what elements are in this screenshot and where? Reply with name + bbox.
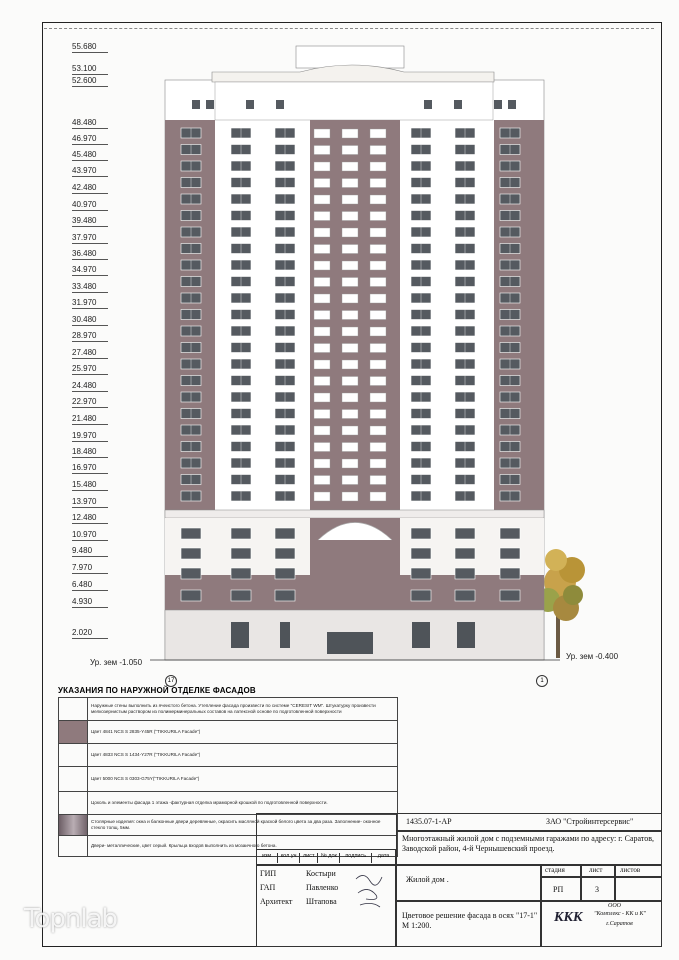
podium-window bbox=[275, 568, 295, 579]
elevation-mark bbox=[72, 431, 108, 442]
elevation-mark bbox=[72, 530, 108, 541]
attic-window bbox=[454, 100, 462, 109]
podium-window bbox=[275, 548, 295, 559]
balcony bbox=[314, 228, 330, 237]
balcony bbox=[370, 162, 386, 171]
podium-window bbox=[455, 590, 475, 601]
elevation-mark bbox=[72, 513, 108, 524]
elevation-mark bbox=[72, 580, 108, 591]
elevation-value: 25.970 bbox=[72, 364, 108, 375]
attic-window bbox=[424, 100, 432, 109]
balcony bbox=[314, 476, 330, 485]
podium-window bbox=[500, 528, 520, 539]
balcony bbox=[314, 129, 330, 138]
revision-header: № док bbox=[318, 853, 340, 863]
balcony bbox=[370, 459, 386, 468]
podium-window bbox=[275, 590, 295, 601]
podium-window bbox=[455, 568, 475, 579]
balcony bbox=[370, 443, 386, 452]
podium-window bbox=[455, 548, 475, 559]
podium-cornice bbox=[165, 510, 544, 518]
name-gip: Костыри bbox=[306, 869, 336, 878]
elevation-mark bbox=[72, 282, 108, 293]
balcony bbox=[370, 377, 386, 386]
ground-level-right: Ур. зем -0.400 bbox=[566, 652, 619, 661]
podium-window bbox=[500, 590, 520, 601]
balcony bbox=[314, 245, 330, 254]
balcony bbox=[314, 311, 330, 320]
balcony bbox=[370, 179, 386, 188]
balcony bbox=[314, 426, 330, 435]
attic-window bbox=[508, 100, 516, 109]
legend-swatch bbox=[59, 744, 88, 767]
elevation-value: 2.020 bbox=[72, 628, 108, 639]
elevation-mark bbox=[72, 249, 108, 260]
podium-window bbox=[231, 590, 251, 601]
elevation-value: 48.480 bbox=[72, 118, 108, 129]
org-line-1: ООО bbox=[608, 903, 621, 909]
balcony bbox=[314, 162, 330, 171]
org-line-3: г.Саратов bbox=[606, 921, 633, 927]
balcony bbox=[342, 129, 358, 138]
balcony bbox=[342, 360, 358, 369]
balcony bbox=[314, 492, 330, 501]
balcony bbox=[342, 377, 358, 386]
ground-opening bbox=[231, 622, 249, 648]
elevation-value: 42.480 bbox=[72, 183, 108, 194]
legend-text: Двери- металлические, цвет серый. Крыльца входов выполнить из мозаичного бетона. bbox=[88, 836, 398, 857]
podium-window bbox=[231, 548, 251, 559]
role-gap: ГАП bbox=[260, 883, 276, 892]
elevation-mark bbox=[72, 298, 108, 309]
balcony bbox=[370, 426, 386, 435]
balcony bbox=[342, 426, 358, 435]
balcony bbox=[342, 410, 358, 419]
elevation-value: 4.930 bbox=[72, 597, 108, 608]
podium-window bbox=[411, 590, 431, 601]
elevation-value: 10.970 bbox=[72, 530, 108, 541]
balcony bbox=[342, 459, 358, 468]
elevation-mark bbox=[72, 364, 108, 375]
ground-level-left: Ур. зем -1.050 bbox=[90, 658, 143, 667]
parapet bbox=[215, 82, 493, 120]
balcony bbox=[370, 311, 386, 320]
podium-window bbox=[181, 548, 201, 559]
legend-row bbox=[59, 792, 398, 815]
project-title: Многоэтажный жилой дом с подземными гаражами по адресу: г. Саратов, Заводской район, 4-й Чернышевский проезд. bbox=[402, 834, 655, 853]
elevation-value: 18.480 bbox=[72, 447, 108, 458]
revision-header: кол уч bbox=[278, 853, 300, 863]
elevation-value: 53.100 bbox=[72, 64, 108, 75]
revision-header: подпись bbox=[340, 853, 372, 863]
balcony bbox=[342, 245, 358, 254]
elevation-mark bbox=[72, 497, 108, 508]
balcony bbox=[342, 294, 358, 303]
elevation-mark bbox=[72, 397, 108, 408]
elevation-mark bbox=[72, 463, 108, 474]
balcony bbox=[370, 278, 386, 287]
legend-text: Цоколь и элементы фасада 1 этажа -фактурная отделка мраморной крошкой по подготовленной поверхности. bbox=[88, 792, 398, 815]
balcony bbox=[342, 228, 358, 237]
org-line-2: "Комплекс - КК и К" bbox=[594, 911, 647, 917]
legend-swatch bbox=[59, 815, 88, 836]
balcony bbox=[342, 443, 358, 452]
balcony bbox=[370, 294, 386, 303]
elevation-value: 21.480 bbox=[72, 414, 108, 425]
elevation-mark bbox=[72, 331, 108, 342]
attic-window bbox=[246, 100, 254, 109]
elevation-mark bbox=[72, 563, 108, 574]
elevation-value: 22.970 bbox=[72, 397, 108, 408]
balcony bbox=[314, 360, 330, 369]
balcony bbox=[314, 377, 330, 386]
elevation-mark bbox=[72, 265, 108, 276]
role-gip: ГИП bbox=[260, 869, 277, 878]
elevation-mark bbox=[72, 447, 108, 458]
podium-window bbox=[275, 528, 295, 539]
elevation-mark bbox=[72, 628, 108, 639]
elevation-mark bbox=[72, 76, 108, 87]
balcony bbox=[342, 179, 358, 188]
elevation-mark bbox=[72, 166, 108, 177]
object-name: Жилой дом . bbox=[406, 875, 449, 884]
podium-window bbox=[411, 528, 431, 539]
document-code: 1435.07-1-АР bbox=[406, 817, 452, 826]
elevation-value: 16.970 bbox=[72, 463, 108, 474]
elevation-value: 33.480 bbox=[72, 282, 108, 293]
watermark: Topnlab bbox=[24, 904, 118, 934]
stage-value: РП bbox=[553, 885, 564, 894]
balcony bbox=[370, 261, 386, 270]
podium-window bbox=[411, 548, 431, 559]
balcony bbox=[370, 360, 386, 369]
balcony bbox=[314, 393, 330, 402]
signature bbox=[354, 871, 384, 911]
legend-swatch bbox=[59, 698, 88, 721]
balcony bbox=[314, 344, 330, 353]
podium-window bbox=[500, 548, 520, 559]
balcony bbox=[370, 492, 386, 501]
balcony bbox=[342, 344, 358, 353]
podium-window bbox=[411, 568, 431, 579]
title-block bbox=[256, 813, 662, 947]
legend-text: Столярные изделия: окна и балконные двери деревянные, окрасить масляной краской белого цвета за два раза. Заполнение- оконное стекло толщ. 5мм. bbox=[88, 815, 398, 836]
balcony bbox=[314, 410, 330, 419]
elevation-mark bbox=[72, 64, 108, 75]
legend-text: Цвет 4841 NCS S 2835-Y45R ("TIKKURILA Facade") bbox=[88, 721, 398, 744]
balcony bbox=[342, 311, 358, 320]
balcony bbox=[342, 327, 358, 336]
balcony bbox=[370, 476, 386, 485]
elevation-mark bbox=[72, 134, 108, 145]
balcony bbox=[314, 443, 330, 452]
attic-window bbox=[206, 100, 214, 109]
attic-window bbox=[192, 100, 200, 109]
balcony bbox=[342, 393, 358, 402]
ground-opening bbox=[280, 622, 290, 648]
name-gap: Павленко bbox=[306, 883, 339, 892]
balcony bbox=[314, 146, 330, 155]
elevation-mark bbox=[72, 597, 108, 608]
roof-top bbox=[296, 46, 404, 68]
stage-header: стадия bbox=[545, 866, 565, 874]
legend-row bbox=[59, 721, 398, 744]
elevation-value: 34.970 bbox=[72, 265, 108, 276]
ground-opening bbox=[327, 632, 373, 654]
legend-text: Цвет 5000 NCS S 0303-G75Y("TIKKURILA Facade") bbox=[88, 767, 398, 792]
balcony bbox=[370, 146, 386, 155]
balcony bbox=[370, 228, 386, 237]
legend-row bbox=[59, 698, 398, 721]
org-logo: ККК bbox=[554, 910, 583, 925]
elevation-mark bbox=[72, 348, 108, 359]
axis-17: 17 bbox=[165, 675, 177, 687]
elevation-mark bbox=[72, 233, 108, 244]
balcony bbox=[370, 410, 386, 419]
elevation-value: 28.970 bbox=[72, 331, 108, 342]
balcony bbox=[342, 261, 358, 270]
podium-window bbox=[500, 568, 520, 579]
elevation-mark bbox=[72, 183, 108, 194]
balcony bbox=[370, 195, 386, 204]
revision-header: изм bbox=[256, 853, 278, 863]
balcony bbox=[342, 146, 358, 155]
balcony bbox=[370, 393, 386, 402]
elevation-mark bbox=[72, 216, 108, 227]
elevation-mark bbox=[72, 315, 108, 326]
elevation-mark bbox=[72, 150, 108, 161]
elevation-value: 12.480 bbox=[72, 513, 108, 524]
legend-swatch bbox=[59, 836, 88, 857]
elevation-value: 55.680 bbox=[72, 42, 108, 53]
legend-row bbox=[59, 744, 398, 767]
legend-swatch bbox=[59, 721, 88, 744]
elevation-value: 13.970 bbox=[72, 497, 108, 508]
legend-text: Цвет 4833 NCS S 1434-Y27R ("TIKKURILA Facade") bbox=[88, 744, 398, 767]
axis-1: 1 bbox=[536, 675, 548, 687]
elevation-value: 31.970 bbox=[72, 298, 108, 309]
elevation-mark bbox=[72, 42, 108, 53]
elevation-value: 27.480 bbox=[72, 348, 108, 359]
name-architect: Штапова bbox=[306, 897, 337, 906]
elevation-value: 52.600 bbox=[72, 76, 108, 87]
balcony bbox=[342, 195, 358, 204]
elevation-mark bbox=[72, 118, 108, 129]
balcony bbox=[342, 476, 358, 485]
balcony bbox=[314, 261, 330, 270]
balcony bbox=[370, 212, 386, 221]
elevation-value: 24.480 bbox=[72, 381, 108, 392]
sheet-value: 3 bbox=[595, 885, 599, 894]
balcony bbox=[370, 344, 386, 353]
elevation-mark bbox=[72, 200, 108, 211]
elevation-value: 7.970 bbox=[72, 563, 108, 574]
sheet-header: лист bbox=[589, 866, 603, 874]
balcony bbox=[370, 245, 386, 254]
balcony bbox=[314, 179, 330, 188]
balcony bbox=[370, 327, 386, 336]
sheets-header: листов bbox=[620, 866, 641, 874]
company-name: ЗАО "Стройинтерсервис" bbox=[546, 817, 634, 826]
balcony bbox=[342, 162, 358, 171]
balcony bbox=[314, 294, 330, 303]
balcony bbox=[314, 459, 330, 468]
podium-window bbox=[455, 528, 475, 539]
elevation-value: 40.970 bbox=[72, 200, 108, 211]
elevation-value: 30.480 bbox=[72, 315, 108, 326]
drawing-title: Цветовое решение фасада в осях "17-1" М 1:200. bbox=[402, 911, 538, 930]
balcony bbox=[314, 195, 330, 204]
role-architect: Архитект bbox=[260, 897, 293, 906]
elevation-value: 6.480 bbox=[72, 580, 108, 591]
elevation-value: 46.970 bbox=[72, 134, 108, 145]
elevation-mark bbox=[72, 381, 108, 392]
elevation-value: 15.480 bbox=[72, 480, 108, 491]
legend-swatch bbox=[59, 767, 88, 792]
attic-window bbox=[276, 100, 284, 109]
balcony bbox=[370, 129, 386, 138]
elevation-mark bbox=[72, 546, 108, 557]
elevation-value: 45.480 bbox=[72, 150, 108, 161]
balcony bbox=[342, 278, 358, 287]
legend-row bbox=[59, 767, 398, 792]
elevation-mark bbox=[72, 414, 108, 425]
legend-text: Наружные стены выполнить из ячеистого бетона. Утепление фасада произвести по системе "CERESIT WM". Штукатурку произвести мелкозернистым раствором из полимерминеральных составов на латексной основе по подготовленной поверхности bbox=[88, 698, 398, 721]
balcony bbox=[342, 212, 358, 221]
elevation-value: 36.480 bbox=[72, 249, 108, 260]
elevation-mark bbox=[72, 480, 108, 491]
ground-opening bbox=[412, 622, 430, 648]
podium-window bbox=[231, 528, 251, 539]
balcony bbox=[314, 327, 330, 336]
legend-title: УКАЗАНИЯ ПО НАРУЖНОЙ ОТДЕЛКЕ ФАСАДОВ bbox=[58, 686, 256, 695]
revision-header: дата bbox=[372, 853, 396, 863]
elevation-value: 43.970 bbox=[72, 166, 108, 177]
attic-window bbox=[494, 100, 502, 109]
podium-window bbox=[181, 590, 201, 601]
podium-window bbox=[181, 528, 201, 539]
elevation-value: 19.970 bbox=[72, 431, 108, 442]
balcony bbox=[342, 492, 358, 501]
podium-window bbox=[181, 568, 201, 579]
elevation-value: 37.970 bbox=[72, 233, 108, 244]
revision-header: лист bbox=[300, 853, 318, 863]
revision-headers bbox=[256, 853, 396, 863]
balcony bbox=[314, 212, 330, 221]
legend-swatch bbox=[59, 792, 88, 815]
ground-opening bbox=[457, 622, 475, 648]
podium-window bbox=[231, 568, 251, 579]
elevation-value: 9.480 bbox=[72, 546, 108, 557]
roof-cornice bbox=[212, 65, 494, 82]
balcony bbox=[314, 278, 330, 287]
elevation-value: 39.480 bbox=[72, 216, 108, 227]
